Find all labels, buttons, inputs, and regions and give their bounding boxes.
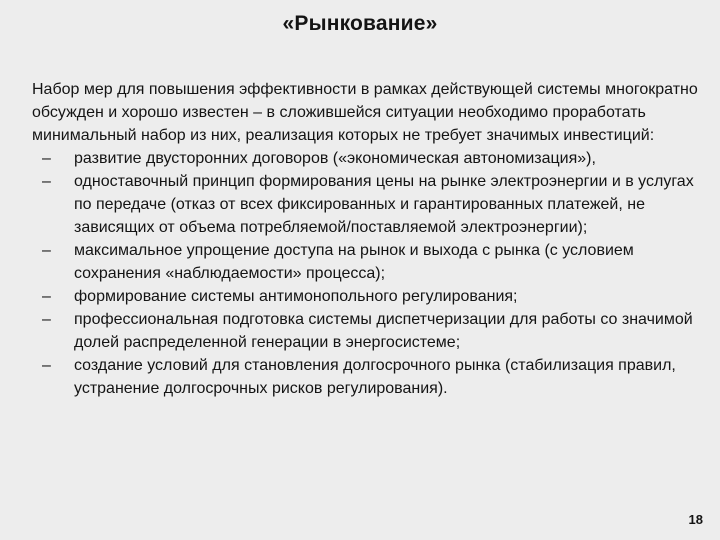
list-item-text: одноставочный принцип формирования цены на рынке электроэнергии и в услугах по передаче (отказ от всех фиксированных и гарантированных платежей, не зависящих от объема потребляемой/поставляемой электроэнергии);	[74, 173, 694, 236]
list-item	[32, 285, 704, 308]
page-number: 18	[688, 512, 703, 527]
list-item	[32, 354, 704, 400]
list-item	[32, 308, 704, 354]
list-item-text: формирование системы антимонопольного регулирования;	[74, 288, 518, 305]
bullet-dash: –	[42, 357, 51, 374]
bullet-dash: –	[42, 288, 51, 305]
slide-title: «Рынкование»	[282, 12, 438, 35]
list-item-text: развитие двусторонних договоров («экономическая автономизация»),	[74, 150, 596, 167]
intro-paragraph: Набор мер для повышения эффективности в рамках действующей системы многократно обсужден и хорошо известен – в сложившейся ситуации необходимо проработать минимальный набор из них, реализация которых не требует значимых инвестиций:	[32, 81, 698, 144]
list-item	[32, 170, 704, 239]
list-item-text: максимальное упрощение доступа на рынок и выхода с рынка (с условием сохранения «наблюдаемости» процесса);	[74, 242, 634, 282]
slide-body	[32, 78, 704, 400]
bullet-dash: –	[42, 311, 51, 328]
measures-list	[32, 147, 704, 400]
list-item	[32, 239, 704, 285]
bullet-dash: –	[42, 150, 51, 167]
list-item-text: создание условий для становления долгосрочного рынка (стабилизация правил, устранение долгосрочных рисков регулирования).	[74, 357, 676, 397]
bullet-dash: –	[42, 242, 51, 259]
list-item	[32, 147, 704, 170]
list-item-text: профессиональная подготовка системы диспетчеризации для работы со значимой долей распределенной генерации в энергосистеме;	[74, 311, 693, 351]
bullet-dash: –	[42, 173, 51, 190]
